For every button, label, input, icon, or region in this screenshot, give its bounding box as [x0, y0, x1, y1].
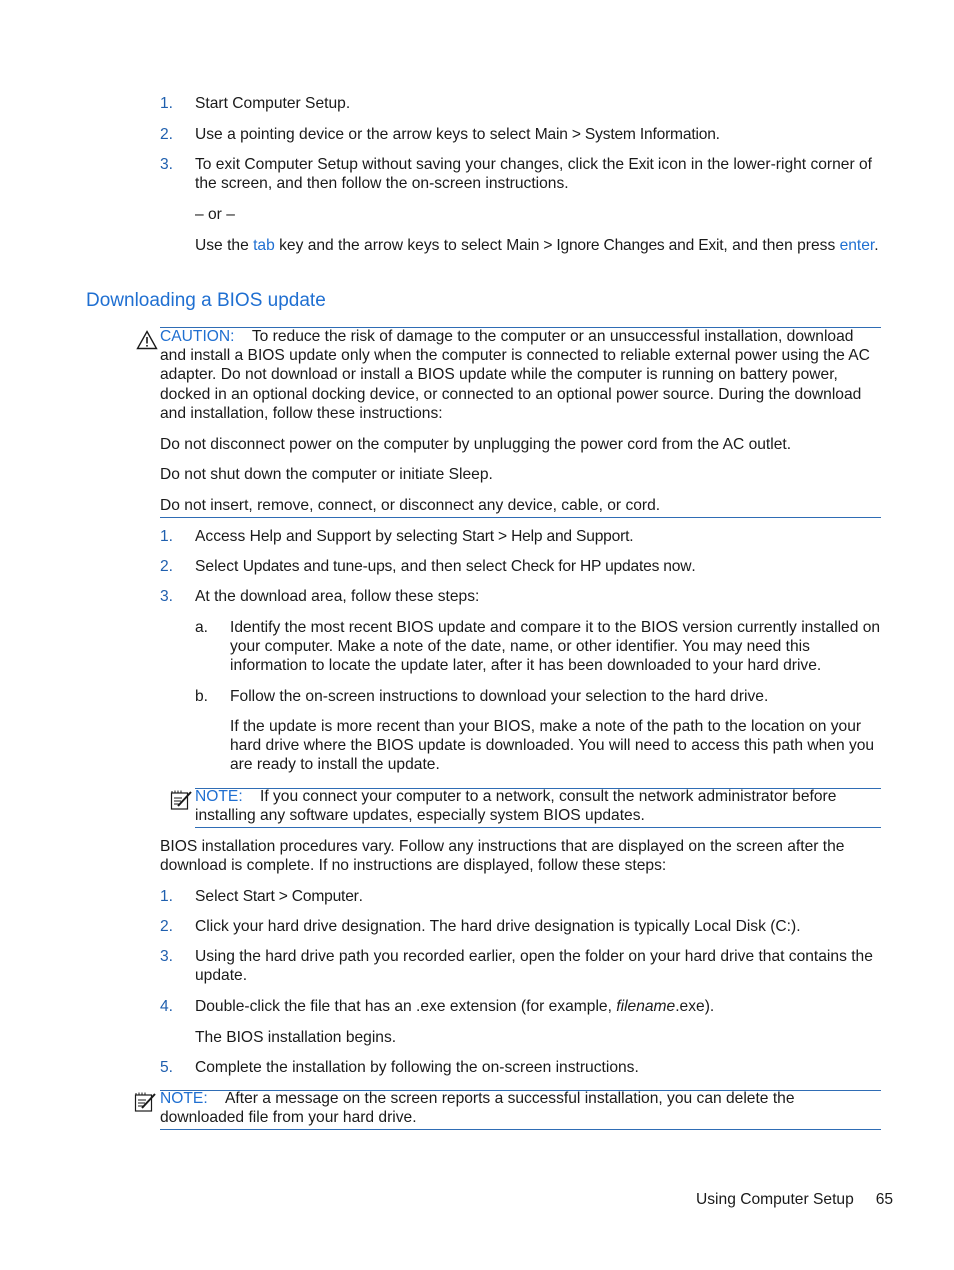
section-heading: Downloading a BIOS update: [86, 290, 326, 311]
step-number: 3.: [160, 156, 174, 173]
step-number: 5.: [160, 1059, 174, 1076]
note-bottom-rule: [195, 827, 881, 828]
substep-text: Follow the on-screen instructions to download your selection to the hard drive.: [230, 688, 769, 705]
step-text: [195, 997, 885, 1016]
substep-text: Identify the most recent BIOS update and compare it to the BIOS version currently installed on your computer. Make a note of the date, name, or other identifier. You may need this information to locate the update later, after it has been downloaded to your hard drive.: [230, 619, 881, 675]
text-part: , and then press: [723, 237, 840, 254]
ui-term: Start > Help and Support: [461, 528, 630, 545]
step-text: Using the hard drive path you recorded earlier, open the folder on your hard drive that contains the update.: [195, 948, 873, 985]
caution-bottom-rule: [160, 517, 881, 518]
step-number: 2.: [160, 558, 174, 575]
alternative-instruction: [195, 236, 885, 255]
step-text-part: Select: [195, 558, 243, 575]
caution-label: CAUTION:: [160, 328, 235, 345]
step-text-part: .: [691, 558, 696, 575]
footer-title: Using Computer Setup: [696, 1191, 854, 1208]
note-icon: [134, 1091, 158, 1113]
filename-italic: filename: [616, 998, 676, 1015]
ui-term: Main > Ignore Changes and Exit: [506, 237, 724, 254]
ui-term: Main > System Information: [534, 126, 716, 143]
caution-paragraph: Do not insert, remove, connect, or disconnect any device, cable, or cord.: [160, 497, 661, 514]
note-text: [195, 787, 875, 825]
note-text: [160, 1089, 875, 1127]
note-icon: [170, 789, 194, 811]
step-text: At the download area, follow these steps:: [195, 588, 480, 605]
step-text-part: Start Computer Setup.: [195, 95, 351, 112]
substep-label: b.: [195, 688, 209, 705]
step-text: Click your hard drive designation. The hard drive designation is typically Local Disk (C:).: [195, 918, 801, 935]
page-number: 65: [875, 1191, 894, 1208]
step-text: [195, 94, 885, 113]
text-part: .: [874, 237, 879, 254]
caution-paragraph: Do not disconnect power on the computer by unplugging the power cord from the AC outlet.: [160, 436, 792, 453]
note-body: If you connect your computer to a network, consult the network administrator before installing any software updates, especially system BIOS updates.: [195, 788, 837, 825]
note-body: After a message on the screen reports a successful installation, you can delete the downloaded file from your hard drive.: [160, 1090, 795, 1127]
step-text-part: Select: [195, 888, 243, 905]
step-number: 3.: [160, 948, 174, 965]
step-text-part: icon in the lower-right corner of the screen, and then follow the on-screen instructions.: [195, 156, 873, 193]
step-text: [195, 125, 885, 144]
step-text: [195, 887, 885, 906]
step-number: 3.: [160, 588, 174, 605]
text-part: Use the: [195, 237, 254, 254]
caution-text: [160, 327, 880, 423]
install-paragraph: BIOS installation procedures vary. Follow any instructions that are displayed on the screen after the download is complete. If no instructions are displayed, follow these steps:: [160, 838, 845, 875]
caution-icon: [136, 330, 158, 350]
step-text-part: Use a pointing device or the arrow keys to select: [195, 126, 535, 143]
key-enter: enter: [839, 237, 875, 254]
step-number: 2.: [160, 126, 174, 143]
step-number: 1.: [160, 528, 174, 545]
step-text-part: .exe).: [675, 998, 715, 1015]
note-label: NOTE:: [160, 1090, 208, 1107]
page-footer: [696, 1190, 893, 1209]
step-text-part: .: [358, 888, 364, 905]
ui-term: Exit: [628, 156, 654, 173]
ui-term: Updates and tune-ups: [242, 558, 393, 575]
substep-text: If the update is more recent than your BIOS, make a note of the path to the location on your hard drive where the BIOS update is downloaded. You will need to access this path when you are ready to install the update.: [230, 718, 875, 774]
step-text-part: .: [715, 126, 721, 143]
step-text-part: Access Help and Support by selecting: [195, 528, 462, 545]
step-number: 1.: [160, 95, 174, 112]
step-number: 1.: [160, 888, 174, 905]
step-text: [195, 155, 885, 193]
step-text-part: Double-click the file that has an .exe extension (for example,: [195, 998, 617, 1015]
note-label: NOTE:: [195, 788, 243, 805]
step-text: [195, 527, 885, 546]
step-number: 2.: [160, 918, 174, 935]
caution-paragraph: Do not shut down the computer or initiate Sleep.: [160, 466, 493, 483]
ui-term: Start > Computer: [242, 888, 359, 905]
step-number: 4.: [160, 998, 174, 1015]
ui-term: Check for HP updates now: [510, 558, 692, 575]
step-text-part: , and then select: [392, 558, 511, 575]
step-text: [195, 557, 885, 576]
step-text: Complete the installation by following the on-screen instructions.: [195, 1059, 639, 1076]
step-text-part: .: [629, 528, 634, 545]
text-part: key and the arrow keys to select: [274, 237, 507, 254]
note-bottom-rule: [160, 1129, 881, 1130]
step-text-part: To exit Computer Setup without saving your changes, click the: [195, 156, 629, 173]
key-tab: tab: [253, 237, 275, 254]
or-separator: – or –: [195, 206, 235, 223]
step-result: The BIOS installation begins.: [195, 1029, 397, 1046]
substep-label: a.: [195, 619, 209, 636]
caution-body: To reduce the risk of damage to the computer or an unsuccessful installation, download and install a BIOS update only when the computer is connected to reliable external power using the AC adapter. Do not download or install a BIOS update while the computer is running on battery power, docked in an optional docking device, or connected to an optional power source. During the download and installation, follow these instructions:: [160, 328, 870, 422]
